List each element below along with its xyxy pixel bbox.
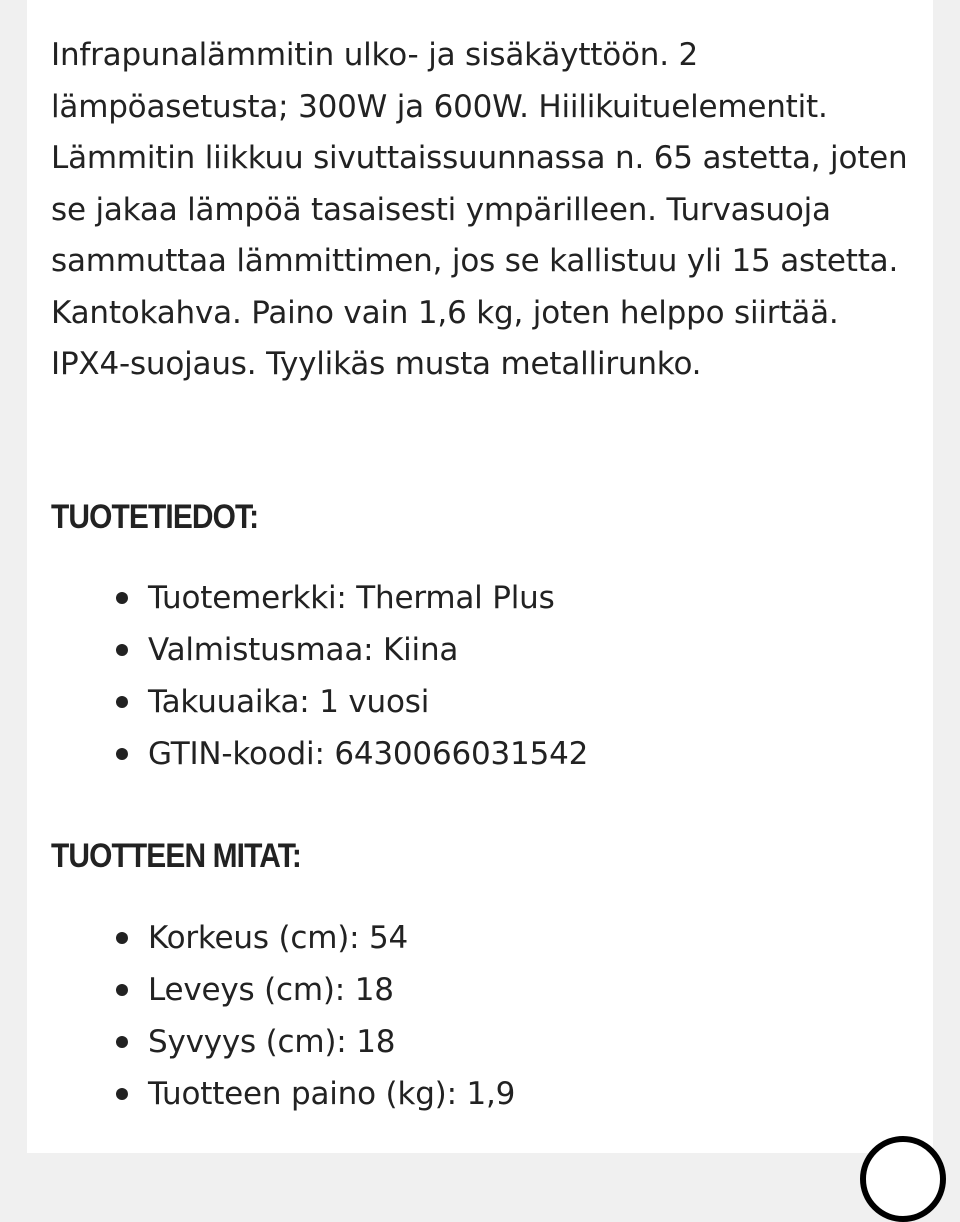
product-info-heading: TUOTETIEDOT: bbox=[51, 498, 259, 536]
bullet-icon bbox=[116, 932, 128, 944]
bullet-icon bbox=[116, 984, 128, 996]
dimensions-heading: TUOTTEEN MITAT: bbox=[51, 837, 301, 875]
list-item-text: Tuotteen paino (kg): 1,9 bbox=[148, 1076, 516, 1112]
bullet-icon bbox=[116, 696, 128, 708]
bullet-icon bbox=[116, 644, 128, 656]
bullet-icon bbox=[116, 1088, 128, 1100]
product-description-card bbox=[27, 0, 933, 1153]
floating-action-button[interactable] bbox=[860, 1136, 946, 1222]
product-description-text: Infrapunalämmitin ulko- ja sisäkäyttöön. 2 lämpöasetusta; 300W ja 600W. Hiilikuituelementit. Lämmitin liikkuu sivuttaissuunnassa n. 65 astetta, joten se jakaa lämpöä tasaisesti ympärilleen. Turvasuoja sammuttaa lämmittimen, jos se kallistuu yli 15 astetta. Kantokahva. Paino vain 1,6 kg, joten helppo siirtää. IPX4-suojaus. Tyylikäs musta metallirunko. bbox=[51, 37, 908, 382]
bullet-icon bbox=[116, 748, 128, 760]
list-item-text: GTIN-koodi: 6430066031542 bbox=[148, 736, 589, 772]
list-item-text: Leveys (cm): 18 bbox=[148, 972, 394, 1008]
bullet-icon bbox=[116, 1036, 128, 1048]
bullet-icon bbox=[116, 592, 128, 604]
list-item-text: Korkeus (cm): 54 bbox=[148, 920, 409, 956]
list-item-text: Valmistusmaa: Kiina bbox=[148, 632, 459, 668]
list-item-text: Syvyys (cm): 18 bbox=[148, 1024, 396, 1060]
list-item-text: Tuotemerkki: Thermal Plus bbox=[148, 580, 555, 616]
list-item-text: Takuuaika: 1 vuosi bbox=[148, 684, 430, 720]
